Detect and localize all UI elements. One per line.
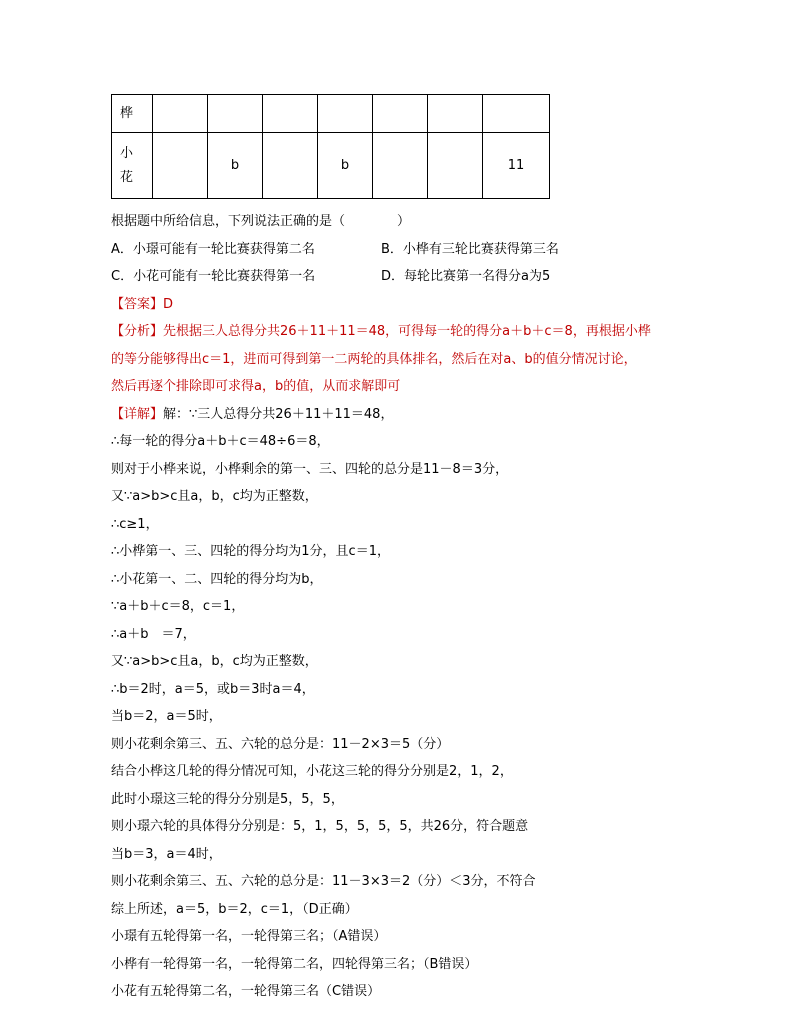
analysis-text: 先根据三人总得分共26＋11＋11＝48，可得每一轮的得分a＋b＋c＝8，再根据小桦 (163, 324, 651, 339)
table-cell (263, 133, 318, 199)
option-b: B．小桦有三轮比赛获得第三名 (381, 241, 559, 257)
detail-line: ∴小花第一、二、四轮的得分均为b， (111, 571, 323, 587)
question-text: 根据题中所给信息，下列说法正确的是（ ） (111, 214, 411, 229)
table-cell-name (112, 133, 153, 199)
answer-line (111, 291, 751, 319)
detail-line: ∵a＋b＋c＝8，c＝1， (111, 599, 245, 614)
detail-line: 则小花剩余第三、五、六轮的总分是：11－3×3＝2（分）＜3分，不符合 (111, 874, 536, 889)
table-cell (153, 95, 208, 133)
options-row-1 (111, 236, 751, 264)
detail-line: ∴小桦第一、三、四轮的得分均为1分，且c＝1， (111, 544, 390, 559)
table-row (112, 95, 550, 133)
name-char: 小 (120, 145, 134, 161)
detail-line: 结合小桦这几轮的得分情况可知，小花这三轮的得分分别是2，1，2， (111, 764, 513, 779)
table-cell: b (208, 133, 263, 199)
table-cell (428, 95, 483, 133)
detail-line: 小桦有一轮得第一名，一轮得第二名，四轮得第三名；（B错误） (111, 956, 478, 972)
detail-line: 综上所述，a＝5，b＝2，c＝1，（D正确） (111, 901, 358, 917)
detail-line: 当b＝2，a＝5时， (111, 709, 222, 724)
detail-line: 此时小璟这三轮的得分分别是5，5，5， (111, 791, 344, 807)
option-c: C．小花可能有一轮比赛获得第一名 (111, 269, 316, 284)
option-a: A．小璟可能有一轮比赛获得第二名 (111, 241, 315, 257)
table-cell (318, 95, 373, 133)
table-cell: 11 (483, 133, 550, 199)
detail-line: 又∵a>b>c且a，b，c均为正整数， (111, 654, 318, 669)
detail-line: 则小花剩余第三、五、六轮的总分是：11－2×3＝5（分） (111, 736, 450, 752)
table-cell: b (318, 133, 373, 199)
detail-label: 【详解】 (111, 406, 164, 422)
detail-line: 小花有五轮得第二名，一轮得第三名（C错误） (111, 984, 381, 999)
analysis-label: 【分析】 (111, 324, 164, 339)
table-cell (208, 95, 263, 133)
answer-label: 【答案】 (111, 296, 164, 312)
detail-line: 又∵a>b>c且a，b，c均为正整数， (111, 489, 318, 504)
detail-line: 则小璟六轮的具体得分分别是：5，1，5，5，5，5，共26分，符合题意 (111, 819, 529, 834)
table-cell (373, 95, 428, 133)
analysis-line (111, 318, 751, 346)
score-table (111, 94, 550, 199)
table-cell (263, 95, 318, 133)
detail-line: 当b＝3，a＝4时， (111, 846, 222, 862)
detail-text: 解：∵三人总得分共26＋11＋11＝48， (163, 406, 394, 422)
option-d: D．每轮比赛第一名得分a为5 (381, 269, 551, 284)
detail-line: 小璟有五轮得第一名，一轮得第三名；（A错误） (111, 929, 387, 944)
question-content (111, 208, 751, 1006)
table-cell (428, 133, 483, 199)
options-row-2 (111, 263, 751, 291)
table-cell (483, 95, 550, 133)
detail-line: 则对于小桦来说，小桦剩余的第一、三、四轮的总分是11－8＝3分， (111, 461, 509, 477)
detail-line: ∴b＝2时，a＝5，或b＝3时a＝4， (111, 681, 315, 697)
analysis-line: 的等分能够得出c＝1，进而可得到第一二两轮的具体排名，然后在对a、b的值分情况讨论， (111, 351, 637, 367)
answer-value: D (163, 296, 174, 312)
detail-line (111, 401, 751, 429)
detail-line: ∴a＋b ＝7， (111, 626, 196, 642)
table-cell (373, 133, 428, 199)
detail-line: ∴c≥1， (111, 516, 159, 532)
detail-line: ∴每一轮的得分a＋b＋c＝48÷6＝8， (111, 434, 330, 449)
table-row (112, 133, 550, 199)
table-cell (153, 133, 208, 199)
name-char: 花 (120, 169, 134, 185)
table-cell-name: 桦 (112, 95, 153, 133)
analysis-line: 然后再逐个排除即可求得a，b的值，从而求解即可 (111, 379, 401, 394)
